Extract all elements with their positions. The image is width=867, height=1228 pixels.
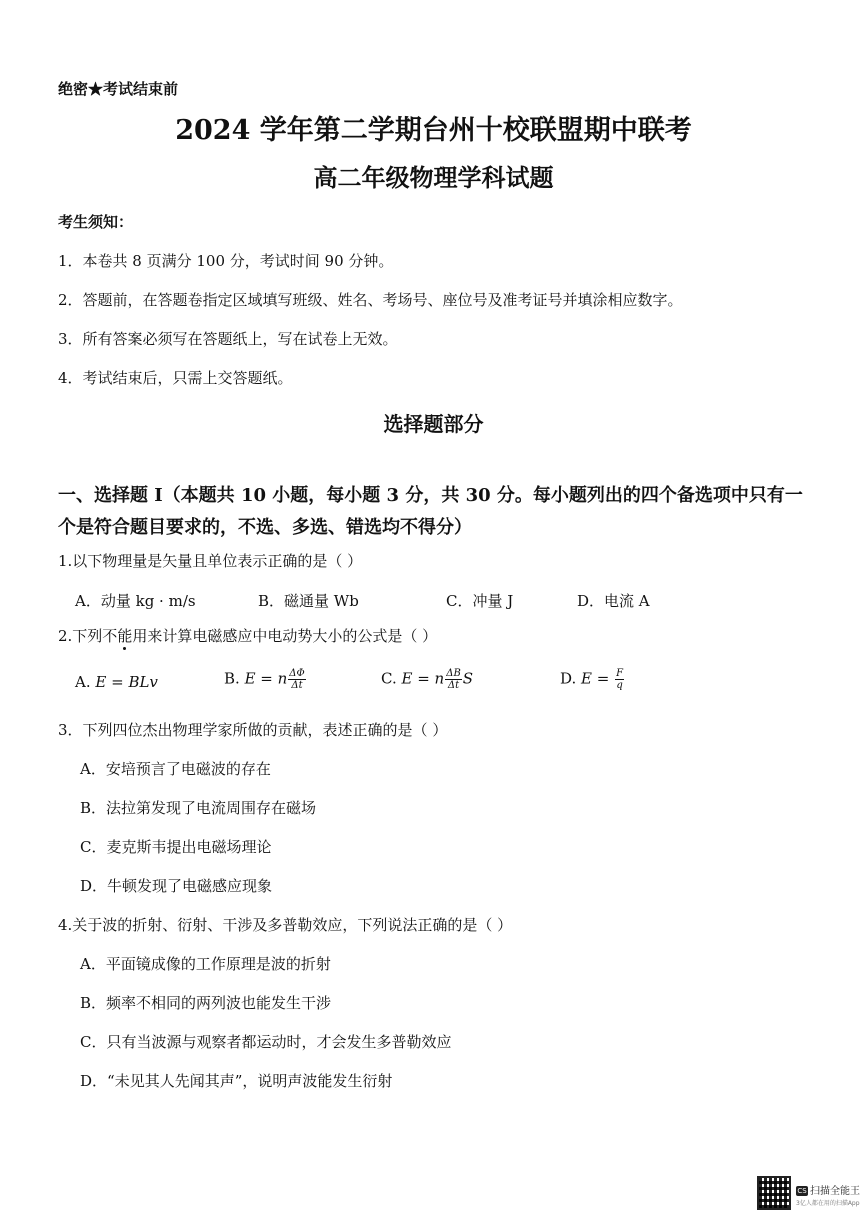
qr-code-icon <box>757 1176 791 1210</box>
formula-d-lhs: E = <box>581 669 610 688</box>
option-letter: C. <box>381 669 397 688</box>
emphasis-dot-text: 能 <box>117 627 133 645</box>
fraction-denominator: q <box>616 680 623 691</box>
question-1-stem: 1.以下物理量是矢量且单位表示正确的是（ ） <box>58 552 363 570</box>
question-4-stem: 4.关于波的折射、衍射、干涉及多普勒效应，下列说法正确的是（ ） <box>58 916 513 934</box>
formula-c-tail: S <box>462 669 474 688</box>
notice-item: 2．答题前，在答题卷指定区域填写班级、姓名、考场号、座位号及准考证号并填涂相应数字。 <box>58 291 683 309</box>
question-3-option-c: C．麦克斯韦提出电磁场理论 <box>80 838 272 856</box>
option-letter: B. <box>224 669 240 688</box>
formula-b-lhs: E = n <box>244 669 288 688</box>
question-3-option-d: D．牛顿发现了电磁感应现象 <box>80 877 273 895</box>
part-heading: 一、选择题 I（本题共 10 小题，每小题 3 分，共 30 分。每小题列出的四个备选项中只有一个是符合题目要求的，不选、多选、错选均不得分） <box>58 485 803 538</box>
exam-title: 2024 学年第二学期台州十校联盟期中联考 <box>175 115 692 146</box>
notice-item: 4．考试结束后，只需上交答题纸。 <box>58 369 293 387</box>
formula-b-fraction <box>288 668 305 691</box>
question-4-option-a: A．平面镜成像的工作原理是波的折射 <box>80 955 331 973</box>
formula-c-lhs: E = n <box>401 669 445 688</box>
section-title: 选择题部分 <box>383 412 484 436</box>
question-1-option-a: A．动量 kg · m/s <box>75 592 196 610</box>
question-3-option-b: B．法拉第发现了电流周围存在磁场 <box>80 799 317 817</box>
exam-subtitle: 高二年级物理学科试题 <box>313 163 554 192</box>
question-2-option-c <box>381 668 473 691</box>
formula-a: E = BLv <box>95 673 158 691</box>
notice-item: 1．本卷共 8 页满分 100 分，考试时间 90 分钟。 <box>58 252 394 270</box>
question-1-option-c: C．冲量 J <box>446 592 514 610</box>
question-2-stem-post: 用来计算电磁感应中电动势大小的公式是（ ） <box>132 627 438 645</box>
option-letter: D. <box>560 669 577 688</box>
option-letter: A. <box>75 673 91 691</box>
scanner-tagline: 3亿人都在用的扫描App <box>796 1200 860 1207</box>
formula-d-fraction <box>615 668 624 691</box>
scanner-logo-icon: CS <box>797 1187 807 1195</box>
question-1-option-b: B．磁通量 Wb <box>258 592 359 610</box>
fraction-numerator: F <box>616 668 624 679</box>
question-2-stem-pre: 2.下列不 <box>58 627 118 645</box>
question-3-stem: 3．下列四位杰出物理学家所做的贡献，表述正确的是（ ） <box>58 721 448 739</box>
fraction-numerator: ΔΦ <box>289 668 305 679</box>
fraction-denominator: Δt <box>447 680 460 691</box>
question-2-option-b <box>224 668 307 691</box>
scanner-name: 扫描全能王 <box>810 1186 860 1197</box>
fraction-numerator: ΔB <box>446 668 461 679</box>
question-4-option-d: D．“未见其人先闻其声”，说明声波能发生衍射 <box>80 1072 393 1090</box>
secret-label: 绝密★考试结束前 <box>58 80 179 98</box>
notice-heading: 考生须知： <box>58 213 134 231</box>
fraction-denominator: Δt <box>291 680 303 691</box>
question-4-option-b: B．频率不相同的两列波也能发生干涉 <box>80 994 332 1012</box>
notice-item: 3．所有答案必须写在答题纸上，写在试卷上无效。 <box>58 330 398 348</box>
question-2-option-a <box>75 673 158 691</box>
scanner-brand <box>796 1182 860 1197</box>
question-2-option-d <box>560 668 625 691</box>
question-1-option-d: D．电流 A <box>577 592 650 610</box>
question-2-stem <box>58 625 437 646</box>
formula-c-fraction <box>445 668 462 691</box>
question-4-option-c: C．只有当波源与观察者都运动时，才会发生多普勒效应 <box>80 1033 452 1051</box>
question-3-option-a: A．安培预言了电磁波的存在 <box>80 760 271 778</box>
